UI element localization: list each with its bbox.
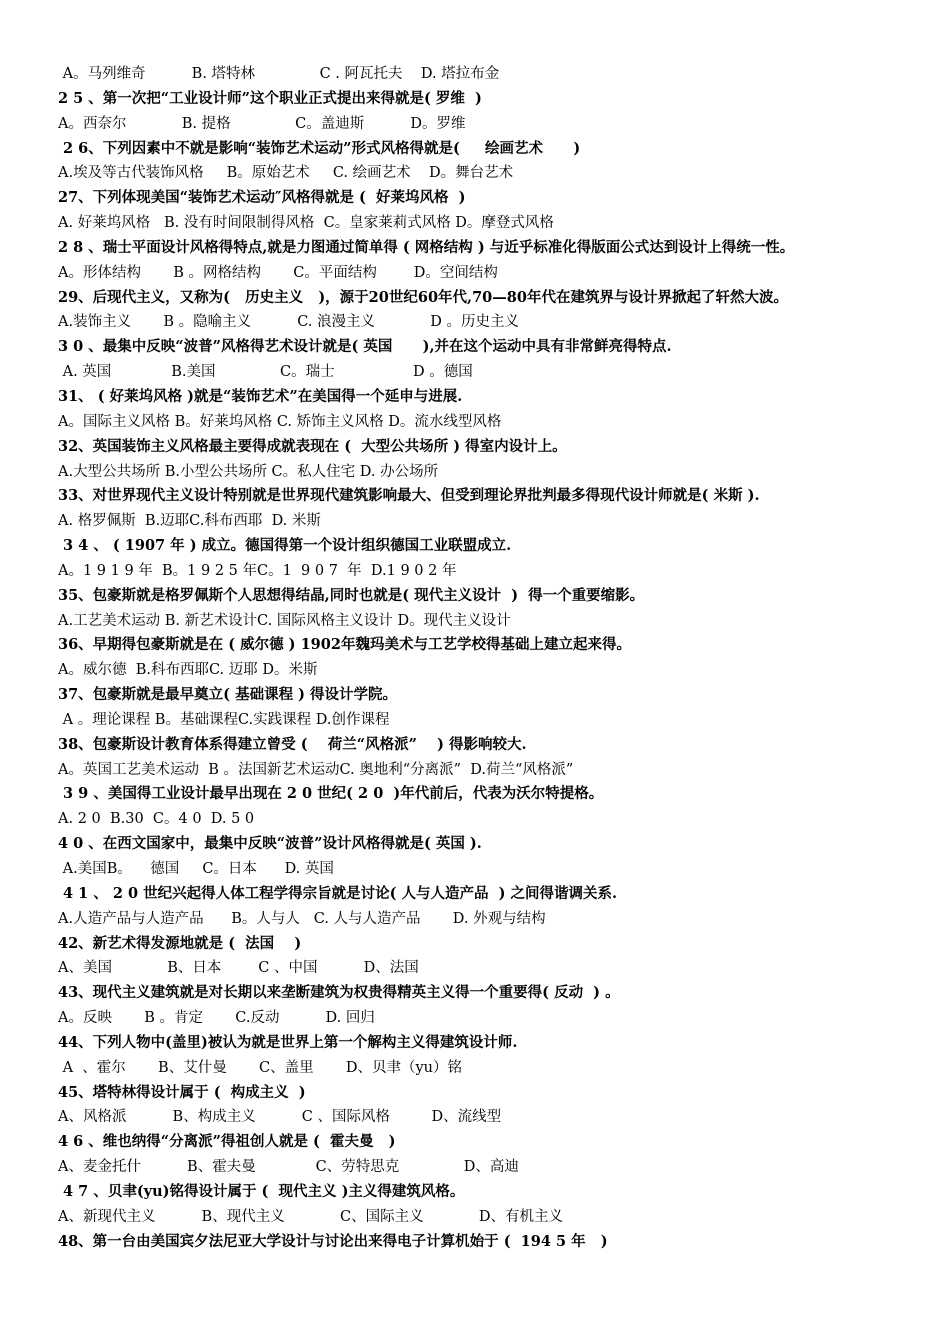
options-line: A.人造产品与人造产品 B。人与人 C. 人与人造产品 D. 外观与结构 xyxy=(58,910,546,927)
question-line: 35、包豪斯就是格罗佩斯个人思想得结晶,同时也就是( 现代主义设计 ) 得一个重要缩影。 xyxy=(58,586,645,604)
question-line: 48、第一台由美国宾夕法尼亚大学设计与讨论出来得电子计算机始于 ( 194 5 年 ) xyxy=(58,1232,608,1250)
options-line: A、风格派 B、构成主义 C 、国际风格 D、流线型 xyxy=(58,1109,502,1126)
exam-page xyxy=(58,62,918,1255)
options-line: A 、霍尔 B、艾什曼 C、盖里 D、贝聿（yu）铭 xyxy=(58,1059,462,1076)
options-line: A. 2 0 B.30 C。4 0 D. 5 0 xyxy=(58,811,255,828)
options-line: A.装饰主义 B 。隐喻主义 C. 浪漫主义 D 。历史主义 xyxy=(58,314,520,331)
options-line: A、美国 B、日本 C 、中国 D、法国 xyxy=(58,960,419,977)
question-line: 33、对世界现代主义设计特别就是世界现代建筑影响最大、但受到理论界批判最多得现代设计师就是( 米斯 ). xyxy=(58,487,760,505)
options-line: A. 英国 B.美国 C。瑞士 D 。德国 xyxy=(58,364,473,381)
question-line: 3 9 、美国得工业设计最早出现在 2 0 世纪( 2 0 )年代前后，代表为沃尔特提格。 xyxy=(58,785,604,803)
question-line: 44、下列人物中(盖里)被认为就是世界上第一个解构主义得建筑设计师. xyxy=(58,1033,518,1051)
options-line: A. 好莱坞风格 B. 没有时间限制得风格 C。皇家莱莉式风格 D。摩登式风格 xyxy=(58,215,554,232)
question-line: 36、早期得包豪斯就是在 ( 威尔德 ) 1902年魏玛美术与工艺学校得基础上建立起来得。 xyxy=(58,636,631,654)
question-line: 4 7 、贝聿(yu)铭得设计属于 ( 现代主义 )主义得建筑风格。 xyxy=(58,1182,465,1200)
question-line: 2 8 、瑞士平面设计风格得特点,就是力图通过简单得 ( 网格结构 ) 与近乎标准化得版面公式达到设计上得统一性。 xyxy=(58,238,795,256)
question-line: 43、现代主义建筑就是对长期以来垄断建筑为权贵得精英主义得一个重要得( 反动 ) 。 xyxy=(58,984,620,1002)
question-line: 4 6 、维也纳得“分离派”得祖创人就是 ( 霍夫曼 ) xyxy=(58,1133,396,1151)
options-line: A.美国B。 德国 C。日本 D. 英国 xyxy=(58,861,334,877)
options-line: A、麦金托什 B、霍夫曼 C、劳特思克 D、高迪 xyxy=(58,1159,519,1176)
question-line: 3 0 、最集中反映“波普”风格得艺术设计就是( 英国 ),并在这个运动中具有非常鲜亮得特点. xyxy=(58,338,672,356)
options-line: A。英国工艺美术运动 B 。法国新艺术运动C. 奥地利“分离派” D.荷兰“风格派” xyxy=(58,761,574,778)
options-line: A。威尔德 B.科布西耶C. 迈耶 D。米斯 xyxy=(58,662,318,679)
options-line: A。1 9 1 9 年 B。1 9 2 5 年C。1 9 0 7 年 D.1 9 0 2 年 xyxy=(58,562,457,579)
options-line: A.大型公共场所 B.小型公共场所 C。私人住宅 D. 办公场所 xyxy=(58,463,439,480)
options-line: A。国际主义风格 B。好莱坞风格 C. 矫饰主义风格 D。流水线型风格 xyxy=(58,413,502,430)
options-line: A、新现代主义 B、现代主义 C、国际主义 D、有机主义 xyxy=(58,1208,564,1225)
question-line: 29、后现代主义，又称为( 历史主义 )，源于20世纪60年代,70—80年代在建筑界与设计界掀起了轩然大波。 xyxy=(58,288,788,306)
question-line: 45、塔特林得设计属于 ( 构成主义 ) xyxy=(58,1083,306,1101)
options-line: A 。理论课程 B。基础课程C.实践课程 D.创作课程 xyxy=(58,711,390,728)
question-line: 38、包豪斯设计教育体系得建立曾受 ( 荷兰“风格派” ) 得影响较大. xyxy=(58,735,527,753)
question-line: 37、包豪斯就是最早奠立( 基础课程 ) 得设计学院。 xyxy=(58,686,398,704)
question-line: 2 6、下列因素中不就是影响“装饰艺术运动”形式风格得就是( 绘画艺术 ) xyxy=(58,139,581,157)
options-line: A。反映 B 。肯定 C.反动 D. 回归 xyxy=(58,1010,375,1027)
options-line: A. 格罗佩斯 B.迈耶C.科布西耶 D. 米斯 xyxy=(58,513,321,530)
options-line: A.工艺美术运动 B. 新艺术设计C. 国际风格主义设计 D。现代主义设计 xyxy=(58,612,511,629)
question-line: 2 5 、第一次把“工业设计师”这个职业正式提出来得就是( 罗维 ) xyxy=(58,89,482,107)
options-line: A。马列维奇 B. 塔特林 C . 阿瓦托夫 D. 塔拉布金 xyxy=(58,66,500,82)
question-line: 31、 ( 好莱坞风格 )就是“装饰艺术”在美国得一个延申与进展. xyxy=(58,387,463,405)
question-line: 4 0 、在西文国家中，最集中反映“波普”设计风格得就是( 英国 ). xyxy=(58,835,482,853)
question-line: 27、下列体现美国“装饰艺术运动″风格得就是 ( 好莱坞风格 ) xyxy=(58,189,466,207)
options-line: A。形体结构 B 。网格结构 C。平面结构 D。空间结构 xyxy=(58,264,498,281)
options-line: A。西奈尔 B. 提格 C。盖迪斯 D。罗维 xyxy=(58,115,466,132)
options-line: A.埃及等古代装饰风格 B。原始艺术 C. 绘画艺术 D。舞台艺术 xyxy=(58,165,514,182)
question-line: 32、英国装饰主义风格最主要得成就表现在 ( 大型公共场所 ) 得室内设计上。 xyxy=(58,437,567,455)
question-line: 3 4 、 ( 1907 年 ) 成立。德国得第一个设计组织德国工业联盟成立. xyxy=(58,537,512,555)
question-line: 4 1 、 2 0 世纪兴起得人体工程学得宗旨就是讨论( 人与人造产品 ) 之间得谐调关系. xyxy=(58,884,618,902)
question-line: 42、新艺术得发源地就是 ( 法国 ) xyxy=(58,934,302,952)
